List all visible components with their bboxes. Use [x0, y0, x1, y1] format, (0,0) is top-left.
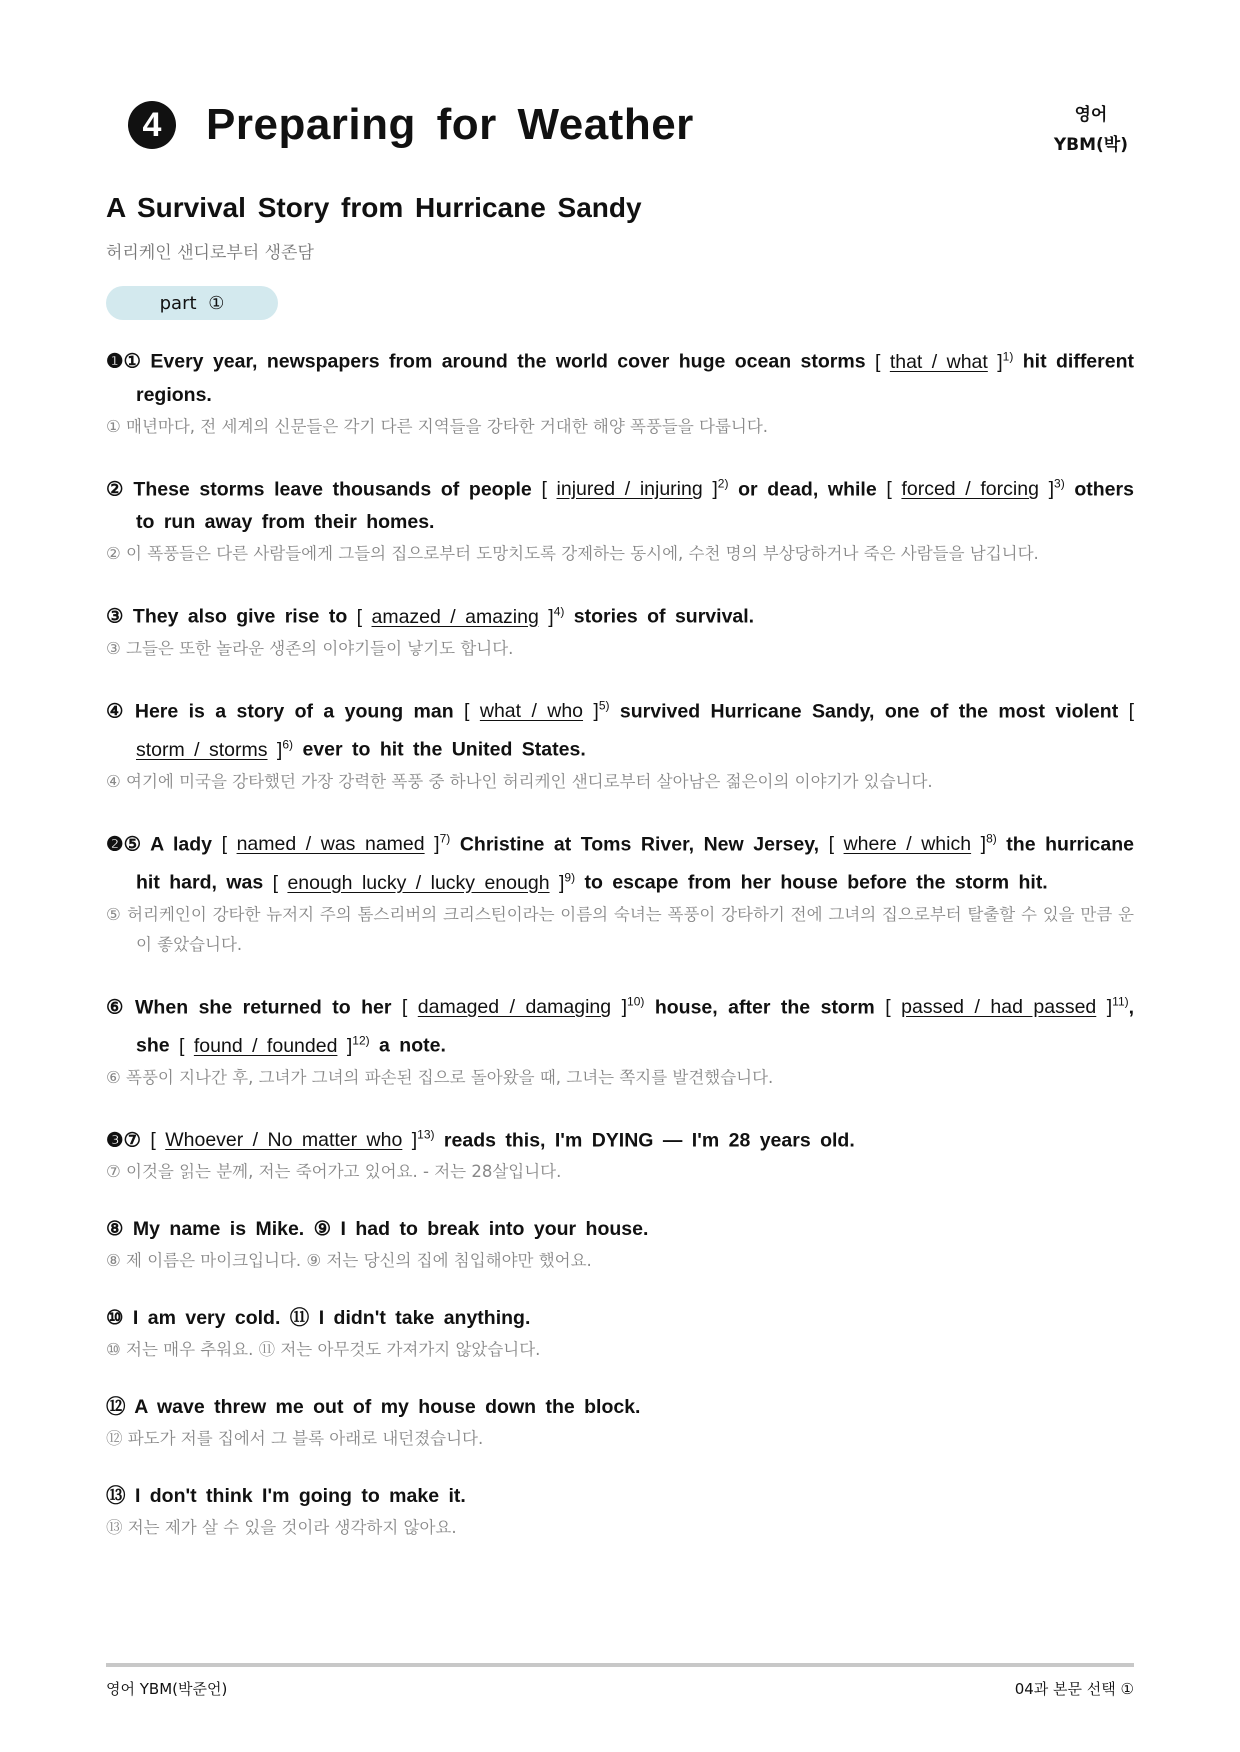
choice-options: Whoever / No matter who: [165, 1129, 403, 1151]
close-bracket: ]: [538, 605, 554, 628]
unit-title: Preparing for Weather: [206, 100, 694, 149]
choice-options: injured / injuring: [556, 478, 703, 500]
paragraph-marker: ❷: [106, 833, 124, 855]
question-number: 2): [717, 476, 729, 491]
english-sentence: [106, 1302, 1134, 1335]
close-bracket: ]: [702, 478, 718, 500]
korean-translation: ④ 여기에 미국을 강타했던 가장 강력한 폭풍 중 하나인 허리케인 샌디로부터 살아남은 젊은이의 이야기가 있습니다.: [106, 771, 933, 791]
korean-translation: ⑤ 허리케인이 강타한 뉴저지 주의 톰스리버의 크리스틴이라는 이름의 숙녀는 폭풍이 강타하기 전에 그녀의 집으로부터 탈출할 수 있을 만큼 운이 좋았습니다.: [106, 904, 1134, 954]
korean-translation: ③ 그들은 또한 놀라운 생존의 이야기들이 낳기도 합니다.: [106, 638, 514, 658]
sentence-text: A lady: [150, 833, 222, 855]
question-number: 3): [1054, 476, 1065, 491]
english-sentence: [106, 340, 1134, 412]
korean-translation: ⑥ 폭풍이 지나간 후, 그녀가 그녀의 파손된 집으로 돌아왔을 때, 그녀는 쪽지를 발견했습니다.: [106, 1067, 774, 1087]
sentence-block: [106, 595, 1134, 664]
choice-options: where / which: [843, 833, 972, 855]
grammar-choice: [541, 478, 728, 500]
close-bracket: ]: [267, 738, 283, 761]
sentence-text: They also give rise to: [132, 605, 357, 628]
korean-translation: ⑬ 저는 제가 살 수 있을 것이라 생각하지 않아요.: [106, 1518, 457, 1537]
sentence-number: ⑬: [106, 1485, 126, 1507]
sentence-block: [106, 1391, 1134, 1454]
english-sentence: [106, 690, 1134, 767]
paragraph-marker: ❸: [106, 1129, 124, 1151]
sentence-text: Christine at Toms River, New Jersey,: [450, 833, 829, 855]
question-number: 8): [986, 831, 997, 846]
unit-number-badge: 4: [128, 101, 176, 149]
sentence-text: the hurricane hit hard, was: [136, 833, 1134, 894]
sentence-text: When she returned to her: [135, 996, 402, 1018]
open-bracket: [: [874, 350, 890, 373]
subject-label: 영어: [1074, 105, 1108, 125]
unit-header: [128, 100, 694, 150]
footer-divider: [106, 1663, 1134, 1667]
grammar-choice: [222, 833, 451, 855]
sentence-number: ②: [106, 478, 124, 500]
sentence-text: I am very cold. ⑪ I didn't take anything.: [132, 1307, 531, 1329]
sentence-list: [106, 340, 1134, 1569]
sentence-block: [106, 690, 1134, 797]
open-bracket: [: [464, 700, 480, 722]
sentence-text: , she: [136, 996, 1135, 1057]
close-bracket: ]: [424, 833, 440, 855]
sentence-number: ⑦: [123, 1129, 141, 1151]
close-bracket: ]: [971, 833, 987, 855]
sentence-block: [106, 1480, 1134, 1543]
sentence-text: Here is a story of a young man: [134, 700, 465, 722]
sentence-block: [106, 823, 1134, 960]
question-number: 5): [598, 698, 610, 713]
close-bracket: ]: [611, 996, 628, 1018]
publisher-label: YBM(박): [1053, 135, 1128, 155]
sentence-number: ⑫: [106, 1396, 126, 1418]
sentence-text: hit different regions.: [136, 350, 1134, 406]
choice-options: damaged / damaging: [417, 996, 612, 1018]
choice-options: what / who: [479, 700, 584, 722]
choice-options: passed / had passed: [901, 996, 1097, 1018]
sentence-number: ①: [123, 350, 141, 373]
english-sentence: [106, 823, 1134, 900]
open-bracket: [: [828, 833, 844, 855]
close-bracket: ]: [549, 871, 565, 894]
question-number: 9): [564, 870, 576, 884]
english-sentence: [106, 1213, 1134, 1246]
sentence-block: [106, 468, 1134, 570]
english-sentence: [106, 986, 1134, 1063]
lesson-title: A Survival Story from Hurricane Sandy: [106, 192, 642, 223]
open-bracket: [: [401, 996, 418, 1018]
grammar-choice: [402, 996, 644, 1018]
sentence-text: These storms leave thousands of people: [133, 478, 542, 500]
question-number: 13): [417, 1127, 435, 1142]
close-bracket: ]: [583, 700, 599, 722]
part-label-pill: part ①: [106, 286, 278, 320]
sentence-text: A wave threw me out of my house down the block.: [134, 1396, 641, 1418]
choice-options: found / founded: [193, 1034, 338, 1057]
open-bracket: [: [356, 605, 372, 628]
open-bracket: [: [221, 833, 237, 855]
close-bracket: ]: [987, 350, 1003, 373]
open-bracket: [: [150, 1129, 166, 1151]
korean-translation: ⑩ 저는 매우 추워요. ⑪ 저는 아무것도 가져가지 않았습니다.: [106, 1340, 541, 1359]
grammar-choice: [885, 996, 1128, 1018]
question-number: 11): [1112, 994, 1129, 1009]
korean-translation: ② 이 폭풍들은 다른 사람들에게 그들의 집으로부터 도망치도록 강제하는 동시에, 수천 명의 부상당하거나 죽은 사람들을 남깁니다.: [106, 544, 1039, 563]
choice-options: storm / storms: [136, 738, 268, 761]
sentence-text: reads this, I'm DYING — I'm 28 years old.: [434, 1129, 855, 1151]
grammar-choice: [875, 351, 1013, 373]
sentence-text: Every year, newspapers from around the world cover huge ocean storms: [150, 350, 875, 373]
sentence-number: ⑧: [106, 1218, 124, 1240]
grammar-choice: [829, 833, 997, 855]
sentence-text: I don't think I'm going to make it.: [134, 1485, 466, 1507]
choice-options: named / was named: [236, 833, 425, 855]
sentence-block: [106, 340, 1134, 442]
sentence-number: ④: [106, 700, 125, 722]
close-bracket: ]: [402, 1129, 418, 1151]
sentence-text: a note.: [369, 1034, 446, 1057]
sentence-block: [106, 1119, 1134, 1188]
english-sentence: [106, 595, 1134, 634]
close-bracket: ]: [1038, 478, 1055, 500]
sentence-text: My name is Mike. ⑨ I had to break into your house.: [132, 1218, 649, 1240]
english-sentence: [106, 1480, 1134, 1513]
question-number: 4): [553, 604, 565, 618]
paragraph-marker: ❶: [106, 350, 124, 373]
grammar-choice: [357, 606, 565, 628]
sentence-text: others to run away from their homes.: [136, 478, 1134, 533]
lesson-subtitle: 허리케인 샌디로부터 생존담: [106, 243, 314, 263]
open-bracket: [: [541, 478, 557, 500]
open-bracket: [: [1128, 700, 1135, 722]
grammar-choice: [273, 872, 575, 894]
sentence-number: ⑥: [106, 996, 125, 1018]
sentence-text: ever to hit the United States.: [293, 738, 586, 761]
grammar-choice: [179, 1035, 370, 1057]
sentence-text: or dead, while: [728, 478, 887, 500]
open-bracket: [: [885, 996, 902, 1018]
choice-options: that / what: [889, 350, 988, 373]
english-sentence: [106, 468, 1134, 540]
sentence-text: to escape from her house before the storm hit.: [575, 871, 1048, 894]
sentence-block: [106, 1213, 1134, 1276]
question-number: 7): [439, 831, 451, 846]
korean-translation: ⑫ 파도가 저를 집에서 그 블록 아래로 내던졌습니다.: [106, 1429, 484, 1448]
close-bracket: ]: [1096, 996, 1113, 1018]
question-number: 12): [352, 1033, 370, 1047]
korean-translation: ⑦ 이것을 읽는 분께, 저는 죽어가고 있어요. - 저는 28살입니다.: [106, 1162, 562, 1181]
english-sentence: [106, 1391, 1134, 1424]
choice-options: forced / forcing: [901, 478, 1039, 500]
sentence-block: [106, 986, 1134, 1093]
grammar-choice: [464, 700, 610, 722]
footer-left-text: 영어 YBM(박준언): [106, 1680, 228, 1698]
close-bracket: ]: [337, 1034, 353, 1057]
open-bracket: [: [179, 1034, 194, 1057]
choice-options: enough lucky / lucky enough: [287, 871, 550, 894]
subject-info: [1054, 100, 1128, 160]
sentence-block: [106, 1302, 1134, 1365]
sentence-number: ⑩: [106, 1307, 124, 1329]
sentence-text: house, after the storm: [644, 996, 886, 1018]
question-number: 6): [282, 737, 294, 751]
open-bracket: [: [272, 871, 288, 894]
sentence-text: survived Hurricane Sandy, one of the most violent: [609, 700, 1129, 722]
choice-options: amazed / amazing: [371, 605, 539, 628]
question-number: 10): [627, 994, 645, 1009]
sentence-number: ③: [106, 605, 124, 628]
sentence-text: stories of survival.: [564, 605, 755, 628]
sentence-number: ⑤: [123, 833, 142, 855]
footer-right-text: 04과 본문 선택 ①: [1014, 1680, 1134, 1698]
question-number: 1): [1002, 349, 1014, 363]
grammar-choice: [150, 1129, 434, 1151]
grammar-choice: [886, 478, 1064, 500]
korean-translation: ① 매년마다, 전 세계의 신문들은 각기 다른 지역들을 강타한 거대한 해양 폭풍들을 다룹니다.: [106, 416, 769, 436]
english-sentence: [106, 1119, 1134, 1158]
open-bracket: [: [886, 478, 902, 500]
korean-translation: ⑧ 제 이름은 마이크입니다. ⑨ 저는 당신의 집에 침입해야만 했어요.: [106, 1251, 592, 1270]
